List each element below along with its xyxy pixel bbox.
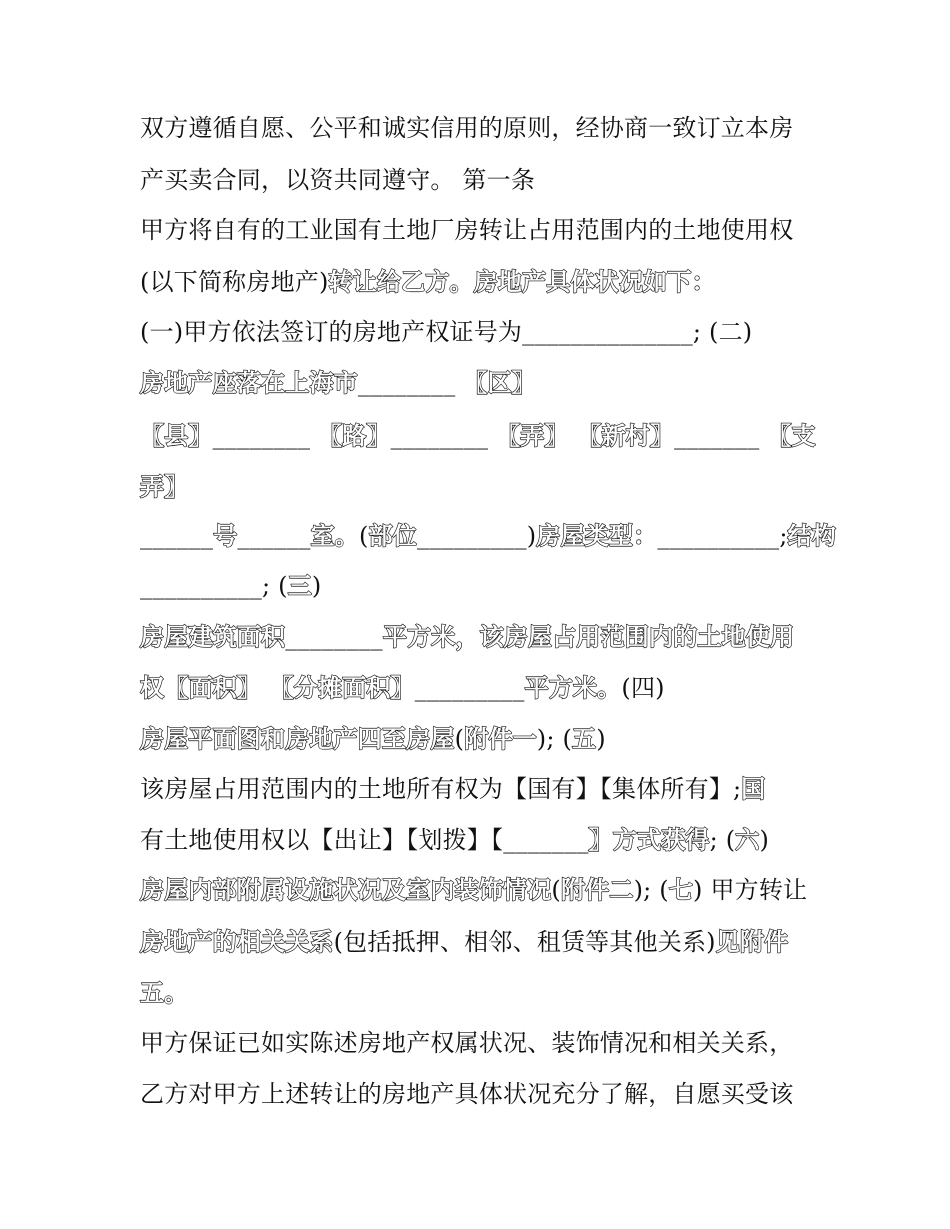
outlined-text-segment: 〖弄〗 〖新村〗	[496, 421, 675, 450]
text-segment: (以下简称房地产)	[140, 268, 329, 296]
text-segment: 该房屋占用范围内的土地所有权为【国有】【集体所有】;	[140, 775, 742, 803]
text-line-5	[140, 315, 830, 349]
text-segment: ________	[357, 369, 464, 397]
text-line-7	[140, 419, 830, 453]
text-line-17	[140, 925, 830, 959]
text-segment: _________)	[417, 522, 537, 550]
text-line-9	[140, 519, 837, 553]
outlined-text-segment: 平方米，该房屋占用范围内的土地使用	[382, 622, 795, 651]
outlined-text-segment: 〖县〗	[140, 421, 213, 450]
text-segment: ______	[140, 522, 214, 550]
text-segment: )	[596, 725, 606, 753]
text-segment: )	[311, 572, 322, 600]
text-line-11	[140, 620, 830, 654]
text-line-18	[140, 976, 830, 1010]
text-segment: (包括抵押、相邻、租赁等其他关系)	[333, 928, 716, 956]
text-line-15	[140, 823, 830, 857]
outlined-text-segment: 弄〗	[140, 472, 189, 501]
outlined-text-segment: 国	[741, 774, 766, 803]
text-segment: ; (	[709, 826, 736, 854]
text-segment: __________; (	[140, 572, 288, 600]
outlined-text-segment: 见附件	[715, 927, 789, 956]
text-segment: 乙方对甲方上述转让的房地产具体状况充分了解，自愿买受该	[140, 1080, 794, 1108]
outlined-text-segment: 〗方式获得	[588, 825, 710, 854]
outlined-text-segment: 转让给乙方。房地产具体状况如下：	[328, 267, 716, 296]
outlined-text-segment: 房地产座落在上海市	[140, 368, 358, 397]
text-segment: ) 甲方转让	[693, 876, 808, 904]
text-segment: ________	[390, 422, 497, 450]
text-segment: ________	[285, 623, 383, 651]
text-segment: ); (	[633, 876, 669, 904]
text-segment: __________;	[657, 522, 788, 550]
text-line-19	[140, 1026, 830, 1060]
outlined-text-segment: 部位	[368, 521, 417, 550]
text-segment: ________	[212, 422, 319, 450]
outlined-text-segment: 六	[735, 825, 760, 854]
text-line-3	[140, 213, 830, 247]
outlined-text-segment: 房屋建筑面积	[140, 622, 286, 651]
text-segment: ); (	[536, 725, 573, 753]
text-segment: 双方遵循自愿、公平和诚实信用的原则，经协商一致订立本房	[140, 114, 794, 142]
outlined-text-segment: 室。	[310, 521, 360, 550]
outlined-text-segment: 〖支	[767, 421, 816, 450]
outlined-text-segment: 权〖面积〗 〖分摊面积〗	[140, 673, 415, 702]
text-segment: 甲方保证已如实陈述房地产权属状况、装饰情况和相关关系，	[140, 1029, 794, 1057]
text-segment: _________	[414, 674, 525, 702]
outlined-text-segment: 〖区〗	[463, 368, 536, 397]
outlined-text-segment: 房屋类型：	[536, 521, 658, 550]
outlined-text-segment: 〖路〗	[318, 421, 391, 450]
text-line-20	[140, 1077, 830, 1111]
outlined-text-segment: 房屋平面图和房地产四至房屋	[140, 724, 455, 753]
text-line-16	[140, 873, 830, 907]
outlined-text-segment: 号	[213, 521, 238, 550]
outlined-text-segment: 附件一	[464, 724, 537, 753]
outlined-text-segment: 三	[287, 571, 312, 600]
text-line-10	[140, 569, 830, 603]
text-line-6	[140, 366, 830, 400]
text-segment: 有土地使用权以【出让】【划拨】【_______	[140, 826, 589, 854]
text-line-1	[140, 111, 830, 145]
text-segment: (	[359, 522, 369, 550]
text-segment: (四)	[621, 674, 665, 702]
text-line-12	[140, 671, 830, 705]
text-line-2	[140, 163, 830, 197]
text-segment: )	[759, 826, 770, 854]
text-segment: (	[454, 725, 465, 753]
text-segment: 甲方将自有的工业国有土地厂房转让占用范围内的土地使用权	[140, 216, 794, 244]
text-segment: 产买卖合同，以资共同遵守。 第一条	[140, 166, 536, 194]
text-line-13	[140, 722, 830, 756]
text-segment: (	[551, 876, 561, 904]
text-segment: (一)甲方依法签订的房地产权证号为______________; (二)	[140, 318, 753, 346]
outlined-text-segment: 结构	[787, 521, 837, 550]
outlined-text-segment: 房屋内部附属设施状况及室内装饰情况	[140, 875, 552, 904]
text-segment: _______	[674, 422, 768, 450]
outlined-text-segment: 五。	[140, 978, 189, 1007]
text-line-14	[140, 772, 830, 806]
text-line-8	[140, 470, 830, 504]
outlined-text-segment: 平方米。	[524, 673, 622, 702]
text-line-4	[140, 265, 830, 299]
outlined-text-segment: 房地产的相关关系	[140, 927, 334, 956]
text-segment: ______	[237, 522, 311, 550]
outlined-text-segment: 附件二	[560, 875, 634, 904]
outlined-text-segment: 五	[572, 724, 597, 753]
outlined-text-segment: 七	[668, 875, 694, 904]
